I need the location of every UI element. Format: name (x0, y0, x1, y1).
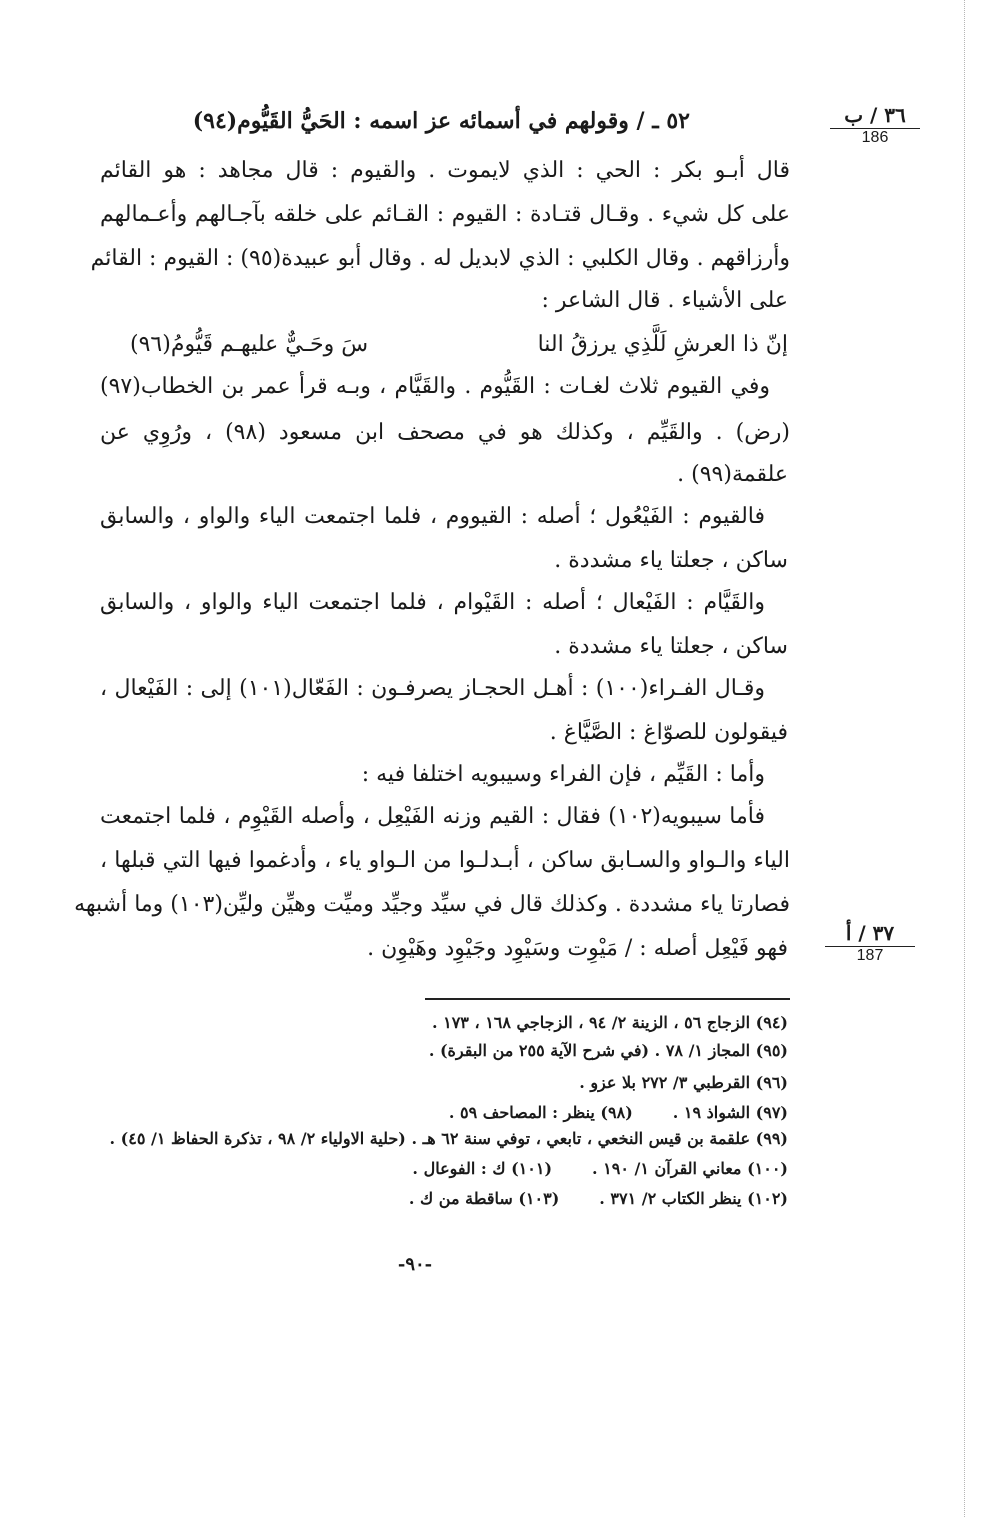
body-line: (رض) . والقَيِّم ، وكذلك هو في مصحف ابن مسعود (٩٨) ، ورُوِي عن (100, 420, 790, 445)
body-line: وأما : القَيِّم ، فإن الفراء وسيبويه اختلفا فيه : (361, 762, 765, 787)
body-line: ساكن ، جعلتا ياء مشددة . (554, 548, 788, 573)
body-line: فالقيوم : الفَيْعُول ؛ أصله : القيووم ، فلما اجتمعت الياء والواو ، والسابق (100, 504, 765, 529)
footnote-row (449, 1102, 788, 1124)
body-line: على كل شيء . وقـال قتـادة : القيوم : القـائم على خلقه بآجـالهم وأعـمالهم (100, 202, 790, 227)
body-line: الياء والـواو والسـابق ساكن ، أبـدلـوا من الـواو ياء ، وأدغموا فيها التي قبلها ، (100, 848, 790, 873)
margin-folio: ٣٦ / ب (844, 103, 906, 127)
verse-first-hemistich: إنّ ذا العرشِ لَلَّذِي يرزقُ النا (537, 332, 788, 357)
margin-folio-ref (830, 104, 920, 147)
body-line: وأرزاقهم . وقال الكلبي : الذي لابديل له . وقال أبو عبيدة(٩٥) : القيوم : القائم (90, 246, 790, 271)
body-line: ساكن ، جعلتا ياء مشددة . (554, 634, 788, 659)
footnote: (٩٩) علقمة بن قيس النخعي ، تابعي ، توفي سنة ٦٢ هـ . (حلية الاولياء ٢/ ٩٨ ، تذكرة الحفاظ ١/ ٤٥) . (109, 1129, 788, 1148)
body-line: علقمة(٩٩) . (677, 462, 788, 487)
margin-folio: ٣٧ / أ (845, 921, 895, 945)
page-number: -٩٠- (397, 1254, 433, 1275)
body-line: فصارتا ياء مشددة . وكذلك قال في سيِّد وجيِّد وميِّت وهيِّن وليِّن(١٠٣) وما أشبهه (74, 892, 790, 917)
verse-second-hemistich: سَ وحَـيٌّ عليهـم قَيُّومُ(٩٦) (130, 332, 369, 357)
body-line: فأما سيبويه(١٠٢) فقال : القيم وزنه الفَيْعِل ، وأصله القَيْوِم ، فلما اجتمعت (100, 804, 765, 829)
footnote-row (409, 1188, 788, 1210)
body-line: وقـال الفـراء(١٠٠) : أهـل الحجـاز يصرفـون : الفَعّال(١٠١) إلى : الفَيْعال ، (100, 676, 766, 701)
body-line: فهو فَيْعِل أصله : / مَيْوِت وسَيْوِد وجَيْوِد وهَيْوِن . (367, 936, 788, 961)
footnote: (١٠٣) ساقطة من ك . (408, 1189, 560, 1208)
footnote-row (412, 1158, 788, 1180)
footnote: (٩٨) ينظر : المصاحف ٥٩ . (448, 1103, 633, 1122)
footnote: (٩٦) القرطبي ٣/ ٢٧٢ بلا عزو . (579, 1073, 788, 1092)
scan-edge (963, 0, 965, 1517)
margin-folio-ref (825, 922, 915, 965)
footnote: (١٠١) ك : الفوعال . (412, 1159, 553, 1178)
footnote: (٩٤) الزجاج ٥٦ ، الزينة ٢/ ٩٤ ، الزجاجي ١٦٨ ، ١٧٣ . (431, 1013, 788, 1032)
body-line: فيقولون للصوّاغ : الصَّيَّاغ . (549, 720, 788, 745)
body-line: قال أبـو بكر : الحي : الذي لايموت . والقيوم : قال مجاهد : هو القائم (100, 158, 790, 183)
section-title: ٥٢ ـ / وقولهم في أسمائه عز اسمه : الحَيُّ القَيُّوم(٩٤) (192, 108, 690, 134)
footnote: (١٠٠) معاني القرآن ١/ ١٩٠ . (592, 1159, 788, 1178)
footnote: (١٠٢) ينظر الكتاب ٢/ ٣٧١ . (599, 1189, 788, 1208)
body-line: وفي القيوم ثلاث لغـات : القَيُّوم . والقَيَّام ، وبـه قرأ عمر بن الخطاب(٩٧) (100, 374, 770, 399)
footnote: (٩٥) المجاز ١/ ٧٨ . (في شرح الآية ٢٥٥ من البقرة) . (428, 1041, 788, 1060)
body-line: على الأشياء . قال الشاعر : (541, 288, 788, 313)
footnote-rule (425, 998, 790, 1000)
margin-page-number: 186 (830, 128, 920, 147)
margin-page-number: 187 (825, 946, 915, 965)
footnote: (٩٧) الشواذ ١٩ . (672, 1103, 788, 1122)
body-line: والقَيَّام : الفَيْعال ؛ أصله : القَيْوام ، فلما اجتمعت الياء والواو ، والسابق (100, 590, 765, 615)
